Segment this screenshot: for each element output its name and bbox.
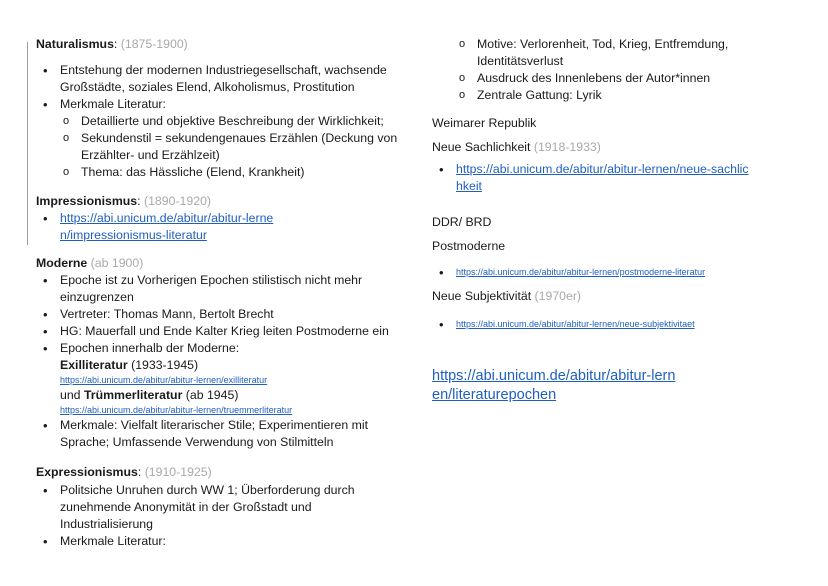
circle-bullet-icon: o: [63, 166, 70, 178]
list-item: • Epochen innerhalb der Moderne: Exilliteratur (1933-1945) https://abi.unicum.de/abitur/abitur-lernen/exilliteratur und Trümmerliteratur (ab 1945) https://abi.unicum.de/abitur/abitur-lernen/truemmerliteratur: [36, 340, 408, 417]
sub-list-item: o Thema: das Hässliche (Elend, Krankheit): [63, 165, 305, 179]
list-item: • Vertreter: Thomas Mann, Bertolt Brecht: [43, 307, 274, 322]
heading-title: Expressionismus: [36, 465, 138, 479]
circle-bullet-icon: o: [63, 115, 70, 127]
expressionismus-sublist: [432, 36, 762, 104]
bullet-icon: •: [43, 211, 48, 226]
heading-neue-subjektivitaet: [432, 288, 581, 305]
bullet-icon: •: [439, 162, 444, 177]
sub-list-item: o Detaillierte und objektive Beschreibung der Wirklichkeit;: [63, 114, 384, 128]
list-item: [432, 264, 792, 281]
heading-years: (1918-1933): [533, 140, 601, 154]
postmoderne-list: [432, 264, 792, 281]
postmoderne-link[interactable]: https://abi.unicum.de/abitur/abitur-lernen/postmoderne-literatur: [456, 267, 706, 277]
circle-bullet-icon: o: [459, 72, 466, 84]
exilliteratur-entry: Exilliteratur (1933-1945): [60, 358, 199, 372]
bullet-icon: •: [43, 418, 48, 433]
bullet-icon: •: [43, 534, 48, 549]
heading-weimarer-republik: Weimarer Republik: [432, 116, 537, 130]
heading-naturalismus: Naturalismus: (1875-1900): [36, 37, 188, 51]
sub-list-item: o Ausdruck des Innenlebens der Autor*innen: [459, 71, 711, 85]
list-item: • Merkmale: Vielfalt literarischer Stile; Experimentieren mit Sprache; Umfassende Verwendung von Stilmitteln: [43, 418, 368, 449]
impressionismus-link[interactable]: https://abi.unicum.de/abitur/abitur-lernen/impressionismus-literatur: [60, 211, 274, 242]
heading-postmoderne: Postmoderne: [432, 239, 506, 253]
heading-title: Impressionismus: [36, 194, 138, 208]
heading-ddr-brd: DDR/ BRD: [432, 215, 492, 229]
list-item: • Merkmale Literatur:: [43, 534, 166, 549]
bullet-icon: •: [43, 97, 48, 112]
sub-list-item: o Sekundenstil = sekundengenaues Erzählen (Deckung von Erzählter- und Erzählzeit): [63, 131, 398, 162]
literaturepochen-link[interactable]: https://abi.unicum.de/abitur/abitur-lernen/literaturepochen: [432, 368, 676, 403]
bullet-icon: •: [43, 483, 48, 498]
neue-sachlichkeit-link[interactable]: https://abi.unicum.de/abitur/abitur-lernen/neue-sachlichkeit: [456, 162, 749, 193]
moderne-list: [36, 272, 408, 451]
naturalismus-list: [36, 62, 408, 181]
list-item: [432, 316, 792, 333]
bullet-icon: •: [439, 317, 444, 332]
list-item: • Entstehung der modernen Industriegesellschaft, wachsende Großstädte, soziales Elend, Alkoholismus, Prostitution: [43, 63, 387, 94]
heading-title: Neue Subjektivität: [432, 289, 532, 303]
heading-moderne: [36, 255, 143, 272]
heading-title: Neue Sachlichkeit: [432, 140, 531, 154]
circle-bullet-icon: o: [459, 38, 466, 50]
list-item: [432, 161, 752, 195]
circle-bullet-icon: o: [63, 132, 70, 144]
list-item: [36, 210, 276, 244]
bullet-icon: •: [43, 63, 48, 78]
neue-subjektivitaet-list: [432, 316, 792, 333]
sub-list-item: o Zentrale Gattung: Lyrik: [459, 88, 602, 102]
list-item: • HG: Mauerfall und Ende Kalter Krieg leiten Postmoderne ein: [43, 324, 389, 339]
exilliteratur-link[interactable]: https://abi.unicum.de/abitur/abitur-lernen/exilliteratur: [60, 375, 268, 385]
heading-title: Naturalismus: [36, 37, 114, 51]
heading-years: (ab 1900): [90, 256, 144, 270]
truemmerliteratur-entry: und Trümmerliteratur (ab 1945): [60, 388, 239, 402]
bullet-icon: •: [43, 341, 48, 356]
list-item: • Epoche ist zu Vorherigen Epochen stilistisch nicht mehr einzugrenzen: [43, 273, 363, 304]
bullet-icon: •: [439, 265, 444, 280]
heading-neue-sachlichkeit: [432, 139, 601, 156]
heading-impressionismus: Impressionismus: (1890-1920): [36, 194, 211, 208]
expressionismus-list: [36, 482, 376, 550]
heading-years: (1970er): [534, 289, 582, 303]
list-item: • Merkmale Literatur:: [43, 97, 166, 112]
circle-bullet-icon: o: [459, 89, 466, 101]
heading-years: (1875-1900): [120, 37, 188, 51]
margin-line: [27, 42, 28, 245]
bullet-icon: •: [43, 324, 48, 339]
heading-expressionismus: Expressionismus: (1910-1925): [36, 465, 212, 479]
truemmerliteratur-link[interactable]: https://abi.unicum.de/abitur/abitur-lernen/truemmerliteratur: [60, 405, 293, 415]
impressionismus-list: [36, 210, 276, 244]
heading-title: Moderne: [36, 256, 88, 270]
neue-sachlichkeit-list: [432, 161, 752, 195]
neue-subjektivitaet-link[interactable]: https://abi.unicum.de/abitur/abitur-lernen/neue-subjektivitaet: [456, 319, 695, 329]
bullet-icon: •: [43, 307, 48, 322]
heading-years: (1890-1920): [144, 194, 211, 208]
heading-years: (1910-1925): [144, 465, 212, 479]
bullet-icon: •: [43, 273, 48, 288]
sub-list-item: o Motive: Verlorenheit, Tod, Krieg, Entfremdung, Identitätsverlust: [459, 37, 729, 68]
list-item: • Politsiche Unruhen durch WW 1; Überforderung durch zunehmende Anonymität in der Großstadt und Industrialisierung: [43, 483, 355, 531]
